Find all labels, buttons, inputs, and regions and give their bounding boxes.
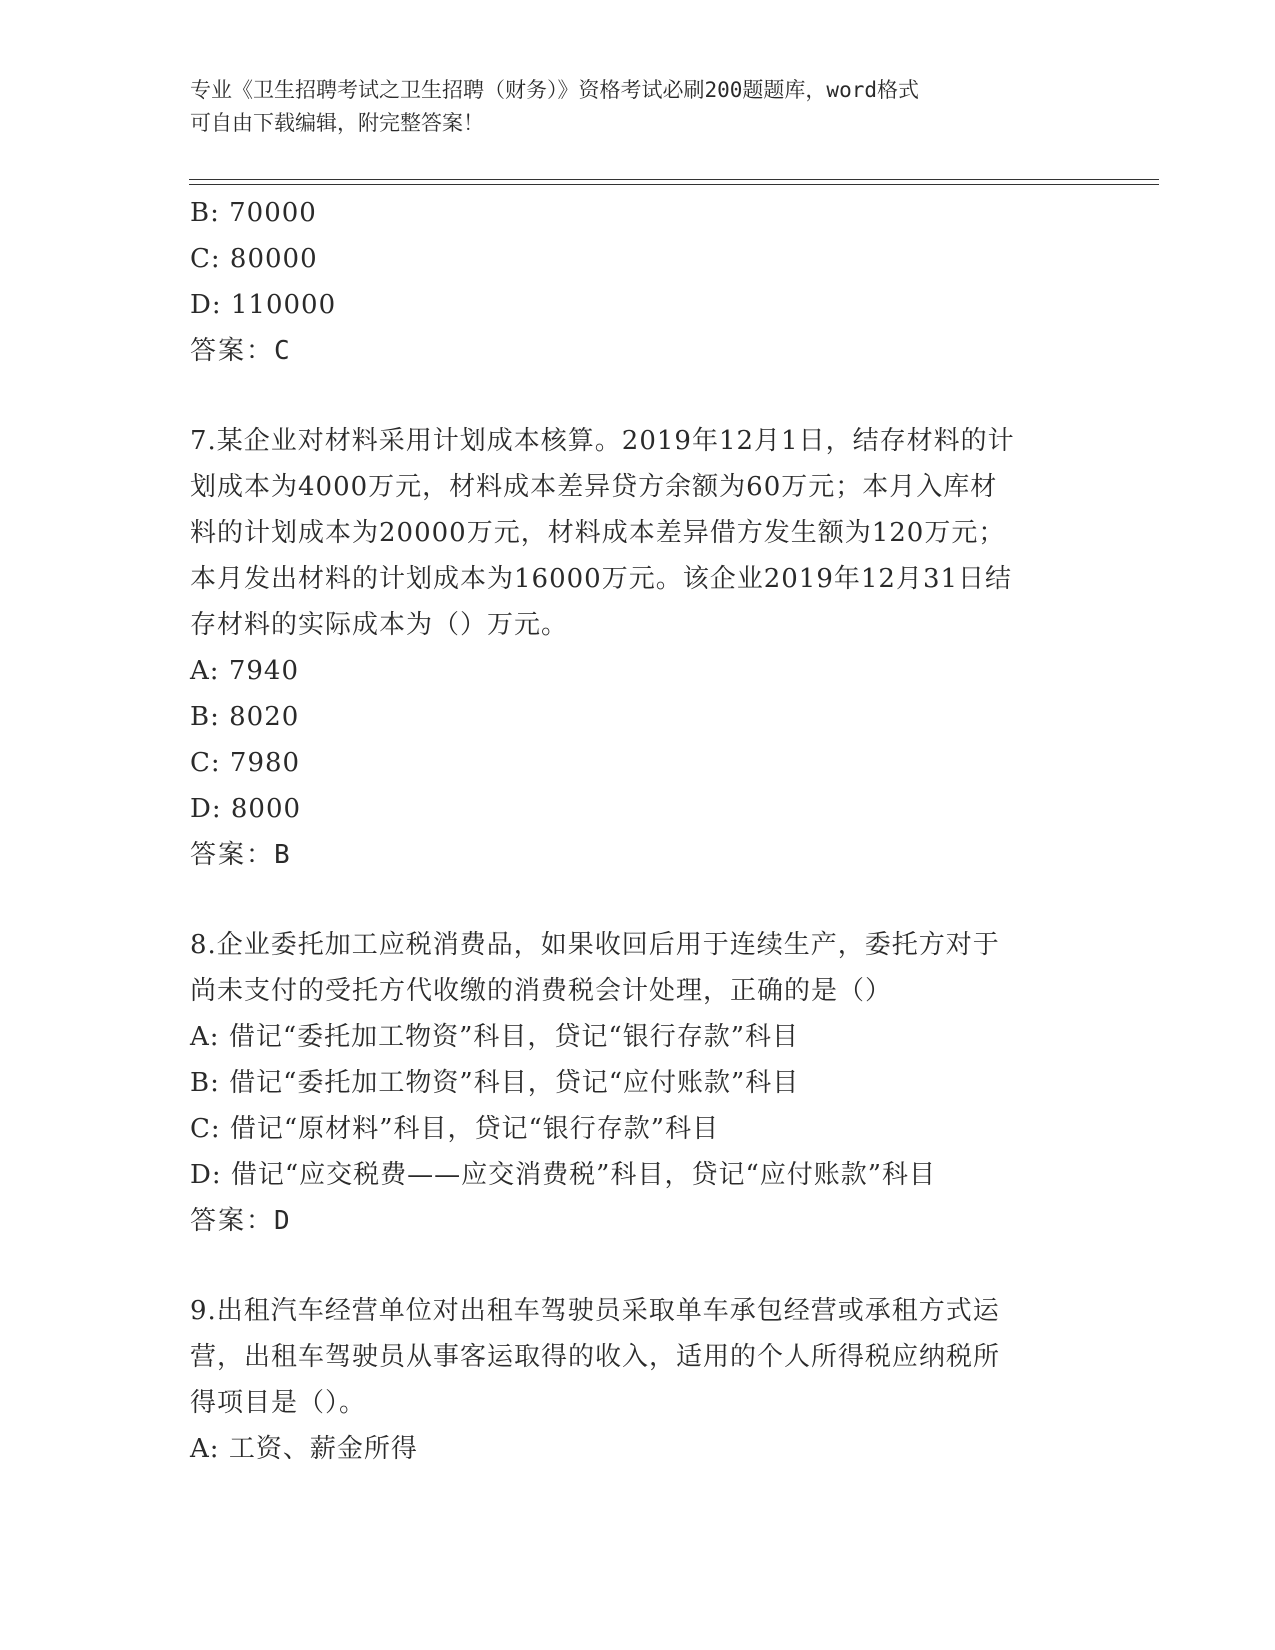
header-divider-bottom xyxy=(189,184,1159,185)
option-a: A: 7940 xyxy=(190,656,299,686)
answer-line: 答案：C xyxy=(190,336,291,366)
option-c: C: 80000 xyxy=(190,244,318,274)
option-c: C: 借记“原材料”科目，贷记“银行存款”科目 xyxy=(190,1114,720,1144)
question-spacer xyxy=(190,878,1090,922)
prev-question xyxy=(190,190,1090,374)
document-header xyxy=(190,74,1090,140)
option-d: D: 110000 xyxy=(190,290,337,320)
option-b: B: 借记“委托加工物资”科目，贷记“应付账款”科目 xyxy=(190,1068,800,1098)
question-text-line: 7.某企业对材料采用计划成本核算。2019年12月1日，结存材料的计 xyxy=(190,426,1015,456)
question-8 xyxy=(190,922,1090,1244)
question-text-line: 尚未支付的受托方代收缴的消费税会计处理，正确的是（） xyxy=(190,976,893,1006)
question-7 xyxy=(190,418,1090,878)
option-a: A: 借记“委托加工物资”科目，贷记“银行存款”科目 xyxy=(190,1022,799,1052)
option-a: A: 工资、薪金所得 xyxy=(190,1434,418,1464)
question-text-line: 存材料的实际成本为（）万元。 xyxy=(190,610,569,640)
header-title-line-1: 专业《卫生招聘考试之卫生招聘（财务）》资格考试必刷200题题库，word格式 xyxy=(190,78,919,102)
option-c: C: 7980 xyxy=(190,748,301,778)
question-9 xyxy=(190,1288,1090,1472)
option-d: D: 借记“应交税费——应交消费税”科目，贷记“应付账款”科目 xyxy=(190,1160,937,1190)
question-text-line: 营，出租车驾驶员从事客运取得的收入，适用的个人所得税应纳税所 xyxy=(190,1342,1001,1372)
question-text-line: 料的计划成本为20000万元，材料成本差异借方发生额为120万元； xyxy=(190,518,1006,548)
option-b: B: 70000 xyxy=(190,198,317,228)
question-text-line: 划成本为4000万元，材料成本差异贷方余额为60万元；本月入库材 xyxy=(190,472,998,502)
question-content xyxy=(190,190,1090,1472)
question-text-line: 8.企业委托加工应税消费品，如果收回后用于连续生产，委托方对于 xyxy=(190,930,1000,960)
answer-line: 答案：B xyxy=(190,840,291,870)
option-d: D: 8000 xyxy=(190,794,302,824)
header-divider-top xyxy=(189,179,1159,180)
question-spacer xyxy=(190,1244,1090,1288)
question-text-line: 9.出租汽车经营单位对出租车驾驶员采取单车承包经营或承租方式运 xyxy=(190,1296,1000,1326)
option-b: B: 8020 xyxy=(190,702,300,732)
answer-line: 答案：D xyxy=(190,1206,291,1236)
question-spacer xyxy=(190,374,1090,418)
question-text-line: 本月发出材料的计划成本为16000万元。该企业2019年12月31日结 xyxy=(190,564,1013,594)
question-text-line: 得项目是（）。 xyxy=(190,1388,367,1418)
header-title-line-2: 可自由下载编辑，附完整答案！ xyxy=(190,111,484,135)
